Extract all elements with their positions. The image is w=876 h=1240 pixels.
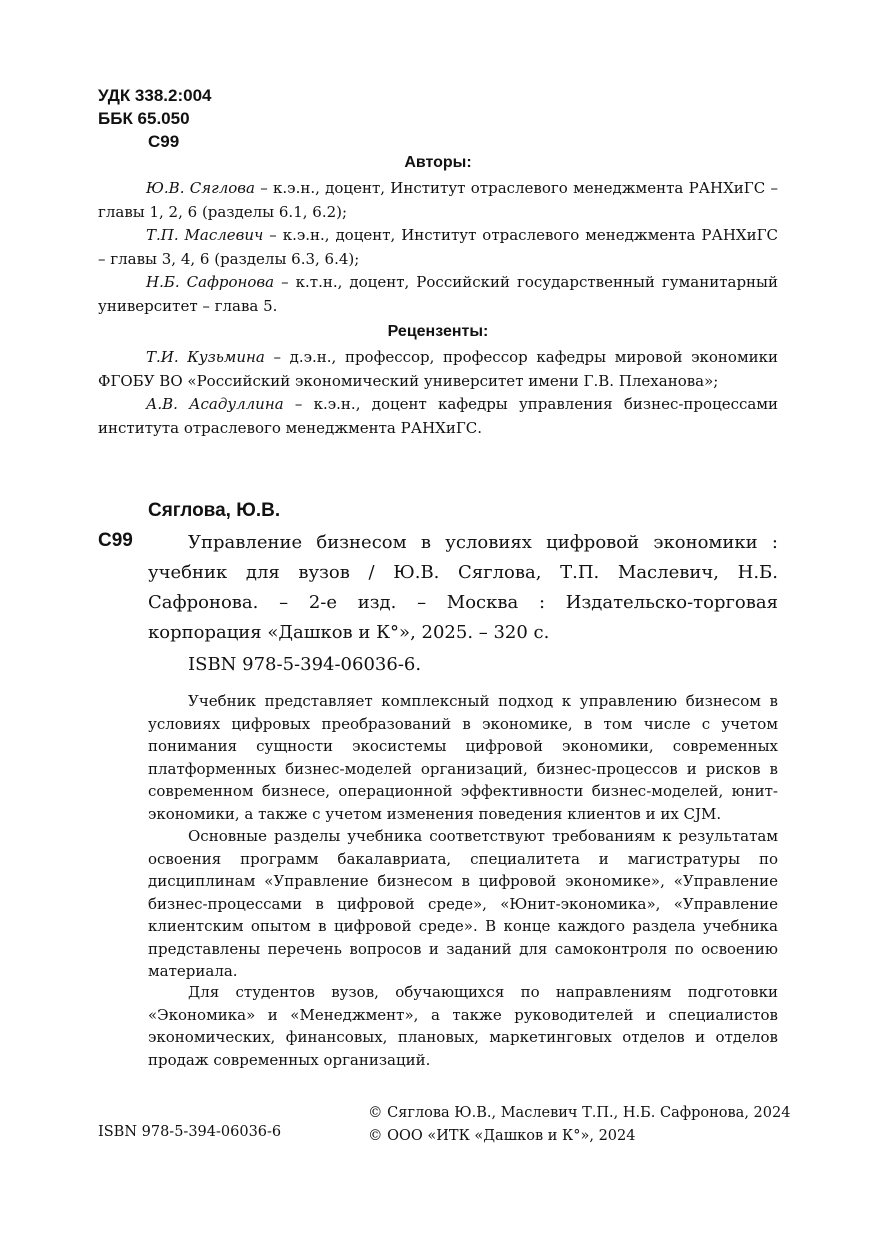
bibliographic-isbn: ISBN 978-5-394-06036-6. <box>188 654 422 675</box>
authors-heading: Авторы: <box>404 154 472 171</box>
author-entry <box>98 177 778 224</box>
udk-code: УДК 338.2:004 <box>98 86 212 105</box>
bibliographic-sign: С99 <box>98 530 133 551</box>
annotation-paragraph: Основные разделы учебника соответствуют требованиям к результатам освоения программ бакалавриата, специалитета и магистратуры по дисциплинам «Управление бизнесом в цифровой экономике», «Управление бизнес-процессами в цифровой среде», «Юнит-экономика», «Управление клиентским опытом в цифровой среде». В конце каждого раздела учебника представлены перечень вопросов и заданий для самоконтроля по освоению материала. <box>148 827 778 980</box>
authors-list <box>98 177 778 318</box>
reviewer-entry <box>98 346 778 393</box>
reviewer-name: А.В. Асадуллина <box>146 395 284 413</box>
annotation-paragraph: Для студентов вузов, обучающихся по направлениям подготовки «Экономика» и «Менеджмент», а также руководителей и специалистов экономических, финансовых, плановых, маркетинговых отделов и отделов продаж современных организаций. <box>148 983 778 1069</box>
bibliographic-description: Управление бизнесом в условиях цифровой экономики : учебник для вузов / Ю.В. Сяглова, Т.П. Маслевич, Н.Б. Сафронова. – 2-е изд. – Москва : Издательско-торговая корпорация «Дашков и К°», 2025. – 320 с. <box>148 532 778 643</box>
reviewer-name: Т.И. Кузьмина <box>146 348 265 366</box>
author-name: Т.П. Маслевич <box>146 226 264 244</box>
author-entry <box>98 224 778 271</box>
bibliographic-author: Сяглова, Ю.В. <box>148 500 281 521</box>
copyright-publisher: © ООО «ИТК «Дашков и К°», 2024 <box>368 1128 636 1144</box>
author-name: Н.Б. Сафронова <box>146 273 275 291</box>
annotation-paragraph: Учебник представляет комплексный подход к управлению бизнесом в условиях цифровых преобразований в экономике, в том числе с учетом понимания сущности экосистемы цифровой экономики, современных платформенных бизнес-моделей организаций, бизнес-процессов и рисков в современном бизнесе, операционной эффективности бизнес-моделей, юнит-экономики, а также с учетом изменения поведения клиентов и их CJM. <box>148 692 778 823</box>
author-entry <box>98 271 778 318</box>
author-name: Ю.В. Сяглова <box>146 179 255 197</box>
footer-copyright <box>368 1102 790 1148</box>
reviewers-heading: Рецензенты: <box>387 323 489 340</box>
reviewer-details: – д.э.н., профессор, профессор кафедры мировой экономики ФГОБУ ВО «Российский экономический университет имени Г.В. Плеханова»; <box>98 348 778 390</box>
reviewers-list <box>98 346 778 440</box>
reviewer-entry <box>98 393 778 440</box>
reviewer-details: – к.э.н., доцент кафедры управления бизнес-процессами института отраслевого менеджмента РАНХиГС. <box>98 395 778 437</box>
author-details: – к.э.н., доцент, Институт отраслевого менеджмента РАНХиГС – главы 3, 4, 6 (разделы 6.3, 6.4); <box>98 226 778 268</box>
copyright-authors: © Сяглова Ю.В., Маслевич Т.П., Н.Б. Сафронова, 2024 <box>368 1105 791 1121</box>
bbk-code: ББК 65.050 <box>98 109 190 128</box>
footer-isbn: ISBN 978-5-394-06036-6 <box>98 1124 282 1140</box>
author-details: – к.т.н., доцент, Российский государственный гуманитарный университет – глава 5. <box>98 273 778 315</box>
author-sign: С99 <box>148 132 180 151</box>
author-details: – к.э.н., доцент, Институт отраслевого менеджмента РАНХиГС – главы 1, 2, 6 (разделы 6.1, 6.2); <box>98 179 778 221</box>
classification-codes <box>98 84 212 153</box>
